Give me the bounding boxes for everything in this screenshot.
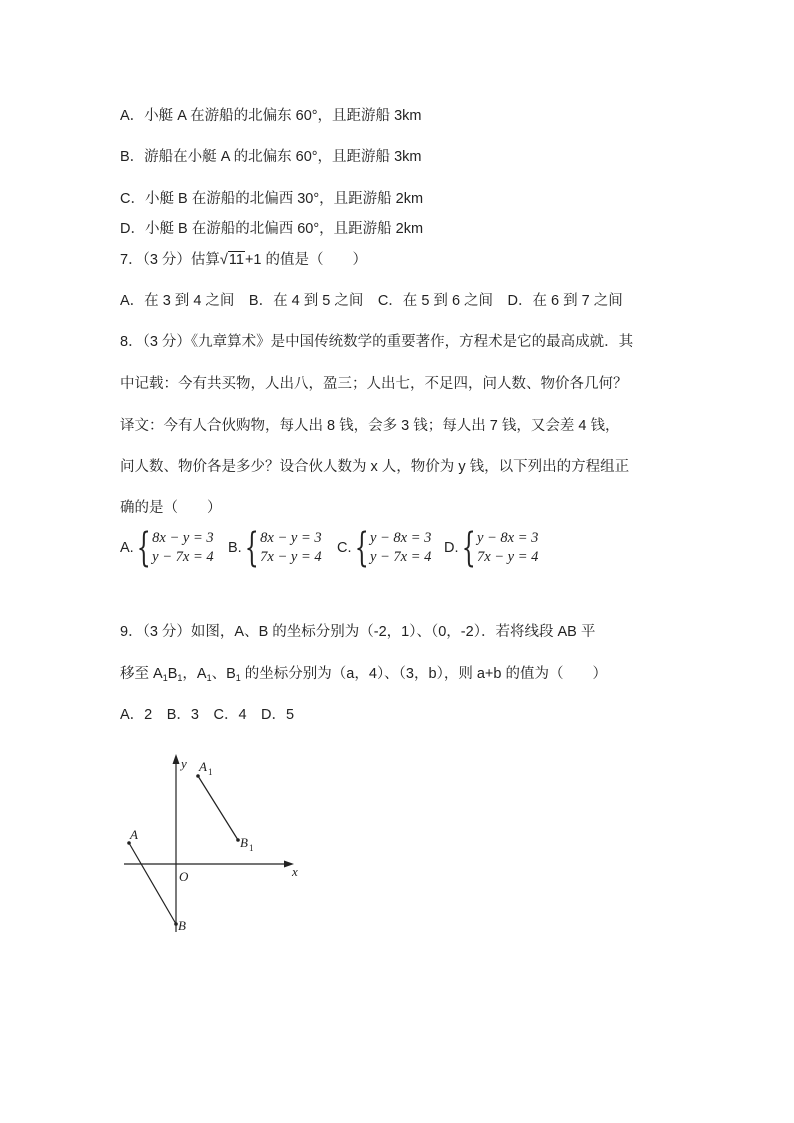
equation-2: 7x − y = 4 bbox=[476, 549, 539, 565]
q9-line-2 bbox=[120, 664, 607, 688]
label-x: x bbox=[292, 864, 298, 879]
subscript: 1 bbox=[235, 673, 241, 683]
equation-2: 7x − y = 4 bbox=[260, 549, 322, 565]
q7-stem bbox=[120, 250, 367, 270]
q8-option-d bbox=[444, 525, 539, 571]
q9-text-a: 移至 A bbox=[120, 666, 163, 682]
q8-option-a bbox=[120, 525, 214, 571]
subscript: 1 bbox=[206, 673, 212, 683]
label-origin: O bbox=[179, 869, 189, 884]
q8-option-b bbox=[228, 525, 322, 571]
label-a1-subscript: 1 bbox=[208, 767, 213, 777]
y-axis-arrow-icon bbox=[173, 754, 180, 764]
brace-icon: { bbox=[354, 525, 369, 571]
q9-text-c: ，A bbox=[182, 666, 207, 682]
label-b1: B bbox=[240, 835, 248, 850]
sqrt-expression: √11 bbox=[219, 252, 244, 268]
q8-option-c bbox=[337, 525, 432, 571]
option-label: B. bbox=[228, 540, 242, 556]
q6-option-b: B．游船在小艇 A 的北偏东 60°，且距游船 3km bbox=[120, 149, 422, 165]
q7-suffix: +1 的值是（ ） bbox=[244, 252, 368, 268]
label-b: B bbox=[178, 918, 186, 933]
q7-radicand: 11 bbox=[228, 252, 244, 268]
q9-text-b: B bbox=[167, 666, 178, 682]
equation-2: y − 7x = 4 bbox=[369, 549, 432, 565]
q6-option-d: D．小艇 B 在游船的北偏西 60°，且距游船 2km bbox=[120, 221, 424, 237]
segment-ab bbox=[129, 843, 176, 924]
label-y: y bbox=[181, 756, 187, 771]
brace-icon: { bbox=[244, 525, 259, 571]
equation-2: y − 7x = 4 bbox=[152, 549, 214, 565]
label-a: A bbox=[130, 827, 138, 842]
q8-line-2: 中记载：今有共买物，人出八，盈三；人出七，不足四，问人数、物价各几何？ bbox=[120, 376, 628, 392]
q7-options: A．在 3 到 4 之间 B．在 4 到 5 之间 C．在 5 到 6 之间 D．在 6 到 7 之间 bbox=[120, 293, 623, 309]
q9-text-d: 、B bbox=[211, 666, 236, 682]
q9-options: A．2 B．3 C．4 D．5 bbox=[120, 707, 295, 723]
equation-1: 8x − y = 3 bbox=[260, 530, 322, 546]
label-a1: A bbox=[199, 759, 207, 774]
q8-line-3: 译文：今有人合伙购物，每人出 8 钱，会多 3 钱；每人出 7 钱，又会差 4 钱， bbox=[120, 418, 620, 434]
brace-icon: { bbox=[461, 525, 476, 571]
equation-1: 8x − y = 3 bbox=[152, 530, 214, 546]
subscript: 1 bbox=[162, 673, 168, 683]
q8-line-4: 问人数、物价各是多少？设合伙人数为 x 人，物价为 y 钱，以下列出的方程组正 bbox=[120, 459, 630, 475]
coordinate-figure bbox=[118, 752, 318, 942]
point-a1 bbox=[196, 774, 200, 778]
q6-option-a: A．小艇 A 在游船的北偏东 60°，且距游船 3km bbox=[120, 108, 422, 124]
subscript: 1 bbox=[177, 673, 183, 683]
brace-icon: { bbox=[136, 525, 151, 571]
q9-text-e: 的坐标分别为（a，4）、（3，b），则 a+b 的值为（ ） bbox=[240, 666, 607, 682]
option-label: D. bbox=[444, 540, 459, 556]
equation-1: y − 8x = 3 bbox=[476, 530, 539, 546]
option-label: C. bbox=[337, 540, 352, 556]
q9-line-1: 9．（3 分）如图，A、B 的坐标分别为（-2，1）、（0，-2）．若将线段 AB 平 bbox=[120, 624, 596, 640]
q8-line-1: 8．（3 分）《九章算术》是中国传统数学的重要著作，方程术是它的最高成就．其 bbox=[120, 334, 634, 350]
option-label: A. bbox=[120, 540, 134, 556]
q6-option-c: C．小艇 B 在游船的北偏西 30°，且距游船 2km bbox=[120, 191, 424, 207]
q8-line-5: 确的是（ ） bbox=[120, 500, 222, 516]
equation-1: y − 8x = 3 bbox=[369, 530, 432, 546]
label-b1-subscript: 1 bbox=[249, 843, 254, 853]
segment-a1b1 bbox=[198, 776, 238, 840]
q7-prefix: 7．（3 分）估算 bbox=[120, 252, 220, 268]
